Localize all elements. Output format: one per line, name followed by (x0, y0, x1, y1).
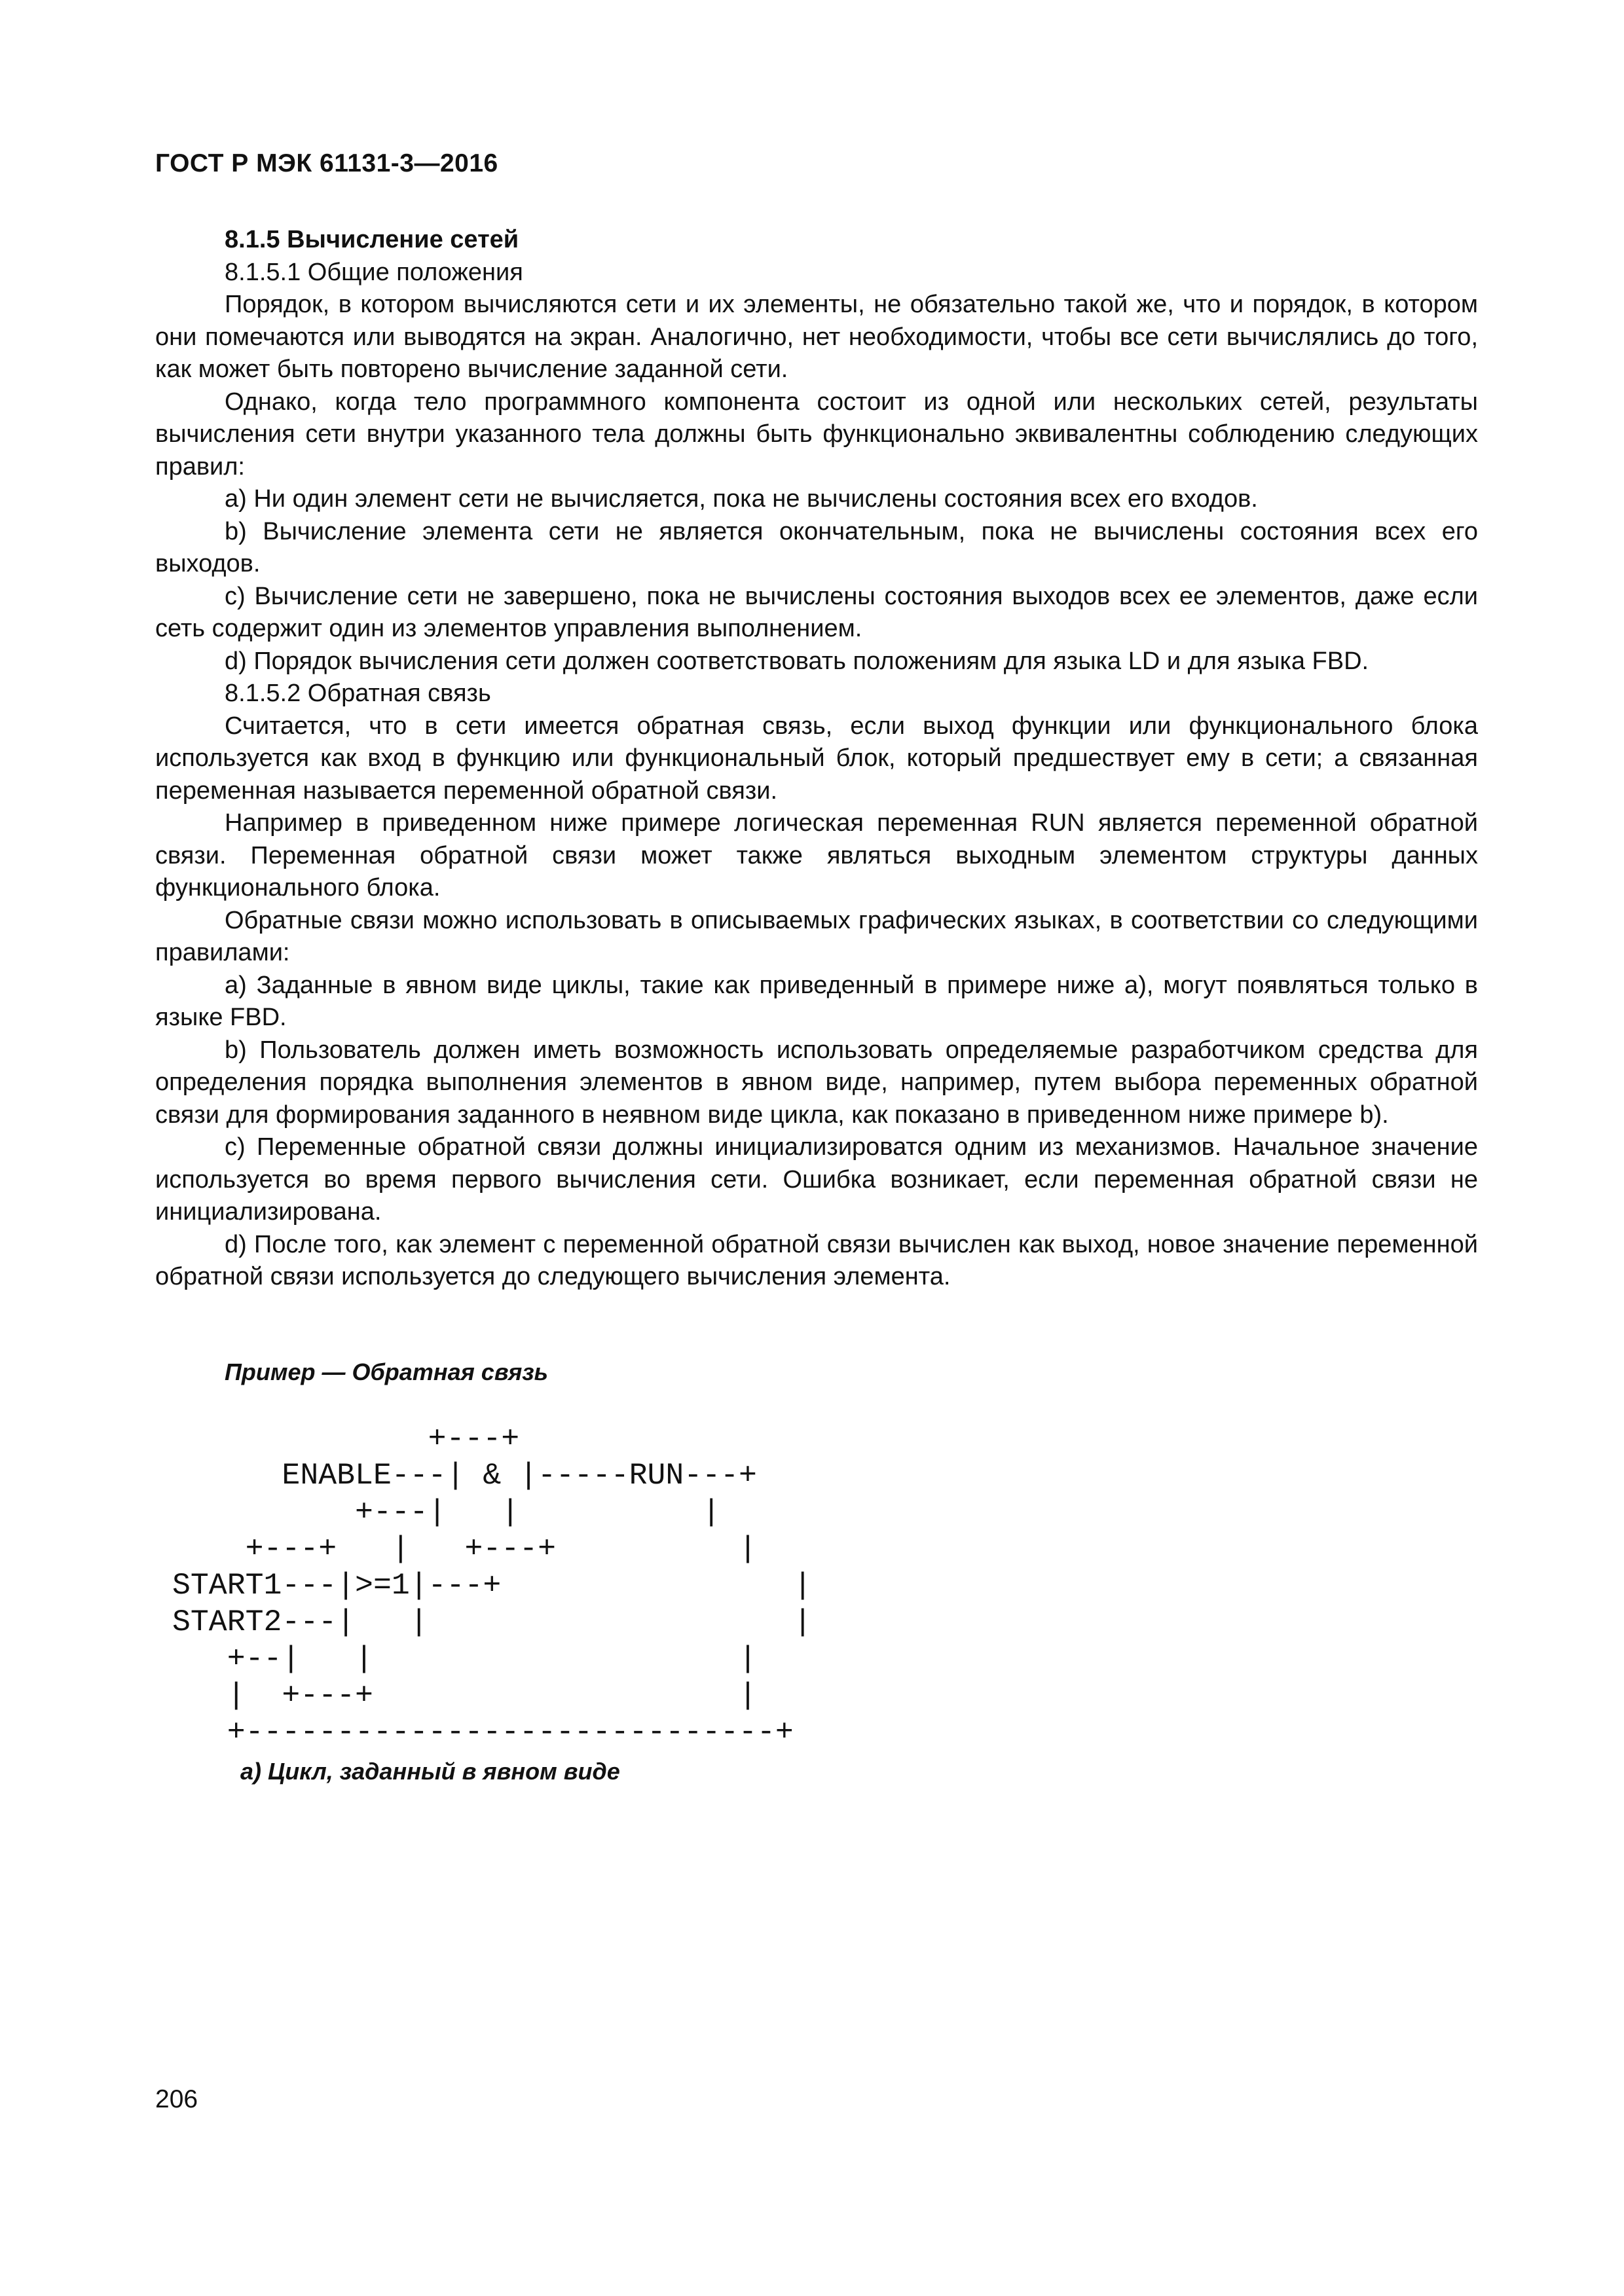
fbd-feedback-diagram: +---+ ENABLE---| & |-----RUN---+ +---| | | +---+ | +---+ | START1---|>=1|---+ | START2---| | | +--| | | | +---+ | +-----------------------------+ (172, 1421, 812, 1749)
section-content (155, 224, 1478, 1294)
paragraph: Обратные связи можно использовать в описываемых графических языках, в соответствии со следующими правилами: (155, 906, 1478, 966)
rule-item: a) Ни один элемент сети не вычисляется, пока не вычислены состояния всех его входов. (225, 485, 1258, 513)
rule-item: d) Порядок вычисления сети должен соответствовать положениям для языка LD и для языка FBD. (225, 647, 1369, 675)
diagram-caption: а) Цикл, заданный в явном виде (240, 1758, 620, 1785)
subsection-title-general: 8.1.5.1 Общие положения (225, 258, 523, 286)
rule-item: b) Пользователь должен иметь возможность использовать определяемые разработчиком средства для определения порядка выполнения элементов в явном виде, например, путем выбора переменных обратной связи для формирования заданного в неявном виде цикла, как показано в приведенном ниже примере b). (155, 1036, 1478, 1129)
rule-item: d) После того, как элемент с переменной обратной связи вычислен как выход, новое значение переменной обратной связи используется до следующего вычисления элемента. (155, 1230, 1478, 1290)
paragraph: Однако, когда тело программного компонента состоит из одной или нескольких сетей, результаты вычисления сети внутри указанного тела должны быть функционально эквивалентны соблюдению следующих правил: (155, 388, 1478, 481)
section-title: 8.1.5 Вычисление сетей (225, 226, 519, 253)
paragraph: Порядок, в котором вычисляются сети и их элементы, не обязательно такой же, что и порядок, в котором они помечаются или выводятся на экран. Аналогично, нет необходимости, чтобы все сети вычислялись до того, как может быть повторено вычисление заданной сети. (155, 291, 1478, 383)
paragraph: Считается, что в сети имеется обратная связь, если выход функции или функционального блока используется как вход в функцию или функциональный блок, который предшествует ему в сети; а связанная переменная называется переменной обратной связи. (155, 712, 1478, 805)
document-header: ГОСТ Р МЭК 61131-3—2016 (155, 149, 498, 177)
subsection-title-feedback: 8.1.5.2 Обратная связь (225, 680, 491, 707)
rule-item: b) Вычисление элемента сети не является окончательным, пока не вычислены состояния всех его выходов. (155, 517, 1478, 577)
page-number: 206 (155, 2085, 198, 2113)
rule-item: c) Переменные обратной связи должны инициализироватся одним из механизмов. Начальное значение используется во время первого вычисления сети. Ошибка возникает, если переменная обратной связи не инициализирована. (155, 1133, 1478, 1226)
paragraph: Например в приведенном ниже примере логическая переменная RUN является переменной обратной связи. Переменная обратной связи может также являться выходным элементом структуры данных функционального блока. (155, 809, 1478, 902)
rule-item: c) Вычисление сети не завершено, пока не вычислены состояния выходов всех ее элементов, даже если сеть содержит один из элементов управления выполнением. (155, 582, 1478, 642)
rule-item: a) Заданные в явном виде циклы, такие как приведенный в примере ниже а), могут появляться только в языке FBD. (155, 971, 1478, 1031)
example-title: Пример — Обратная связь (225, 1358, 549, 1385)
